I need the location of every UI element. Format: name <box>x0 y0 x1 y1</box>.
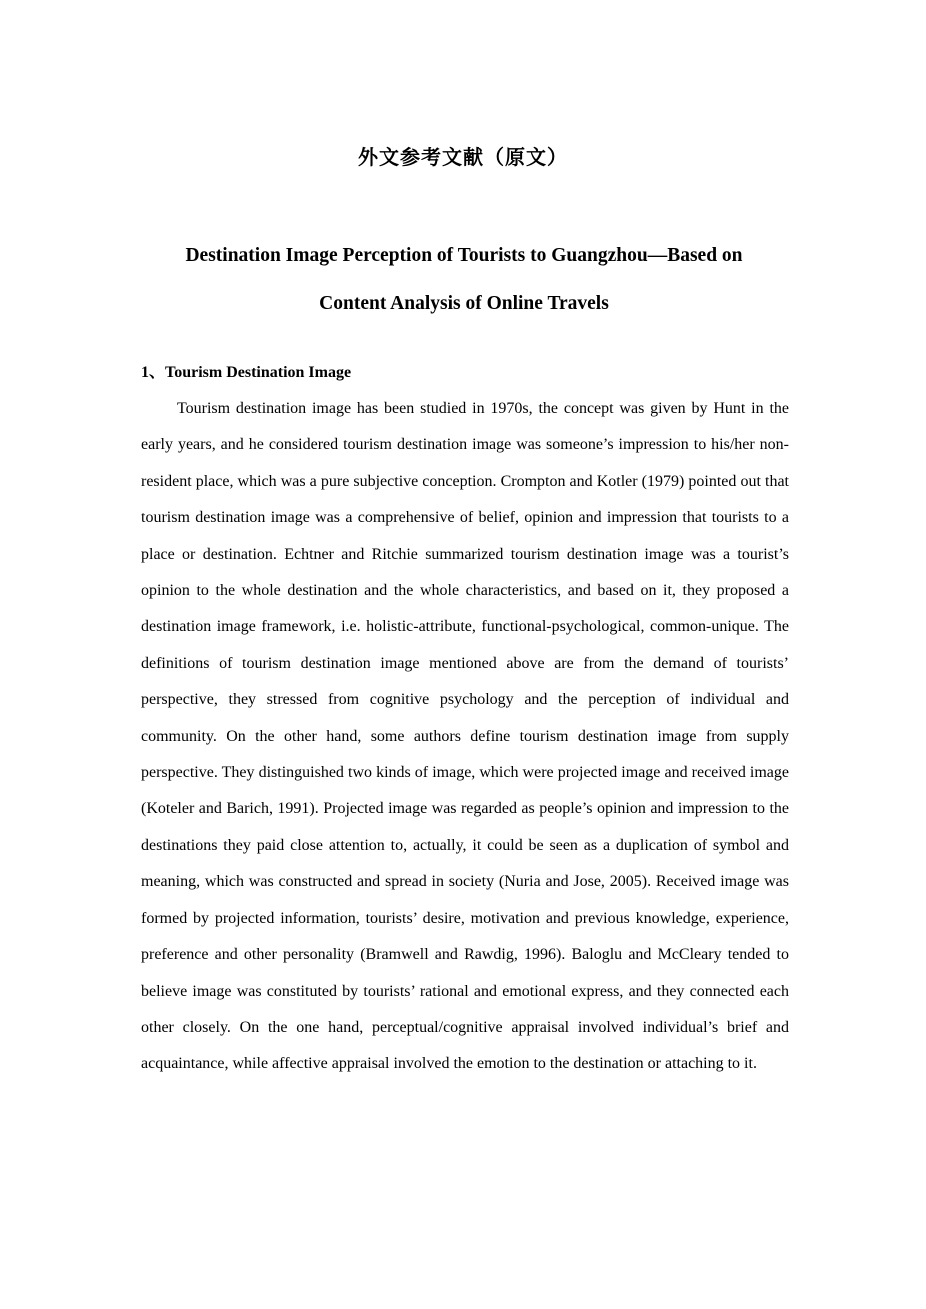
paper-title <box>100 232 828 328</box>
chinese-heading: 外文参考文献（原文） <box>358 145 568 169</box>
body-paragraph: Tourism destination image has been studied in 1970s, the concept was given by Hunt in the early years, and he considered tourism destination image was someone’s impression to his/her non-resident place, which was a pure subjective conception. Crompton and Kotler (1979) pointed out that tourism destination image was a comprehensive of belief, opinion and impression that tourists to a place or destination. Echtner and Ritchie summarized tourism destination image was a tourist’s opinion to the whole destination and the whole characteristics, and based on it, they proposed a destination image framework, i.e. holistic-attribute, functional-psychological, common-unique. The definitions of tourism destination image mentioned above are from the demand of tourists’ perspective, they stressed from cognitive psychology and the perception of individual and community. On the other hand, some authors define tourism destination image from supply perspective. They distinguished two kinds of image, which were projected image and received image (Koteler and Barich, 1991). Projected image was regarded as people’s opinion and impression to the destinations they paid close attention to, actually, it could be seen as a duplication of symbol and meaning, which was constructed and spread in society (Nuria and Jose, 2005). Received image was formed by projected information, tourists’ desire, motivation and previous knowledge, experience, preference and other personality (Bramwell and Rawdig, 1996). Baloglu and McCleary tended to believe image was constituted by tourists’ rational and emotional express, and they connected each other closely. On the one hand, perceptual/cognitive appraisal involved individual’s brief and acquaintance, while affective appraisal involved the emotion to the destination or attaching to it. <box>141 400 789 1073</box>
paper-title-line-2: Content Analysis of Online Travels <box>319 293 609 314</box>
paper-title-line-1: Destination Image Perception of Tourists to Guangzhou—Based on <box>185 245 743 266</box>
section-heading: 1、Tourism Destination Image <box>141 364 352 381</box>
